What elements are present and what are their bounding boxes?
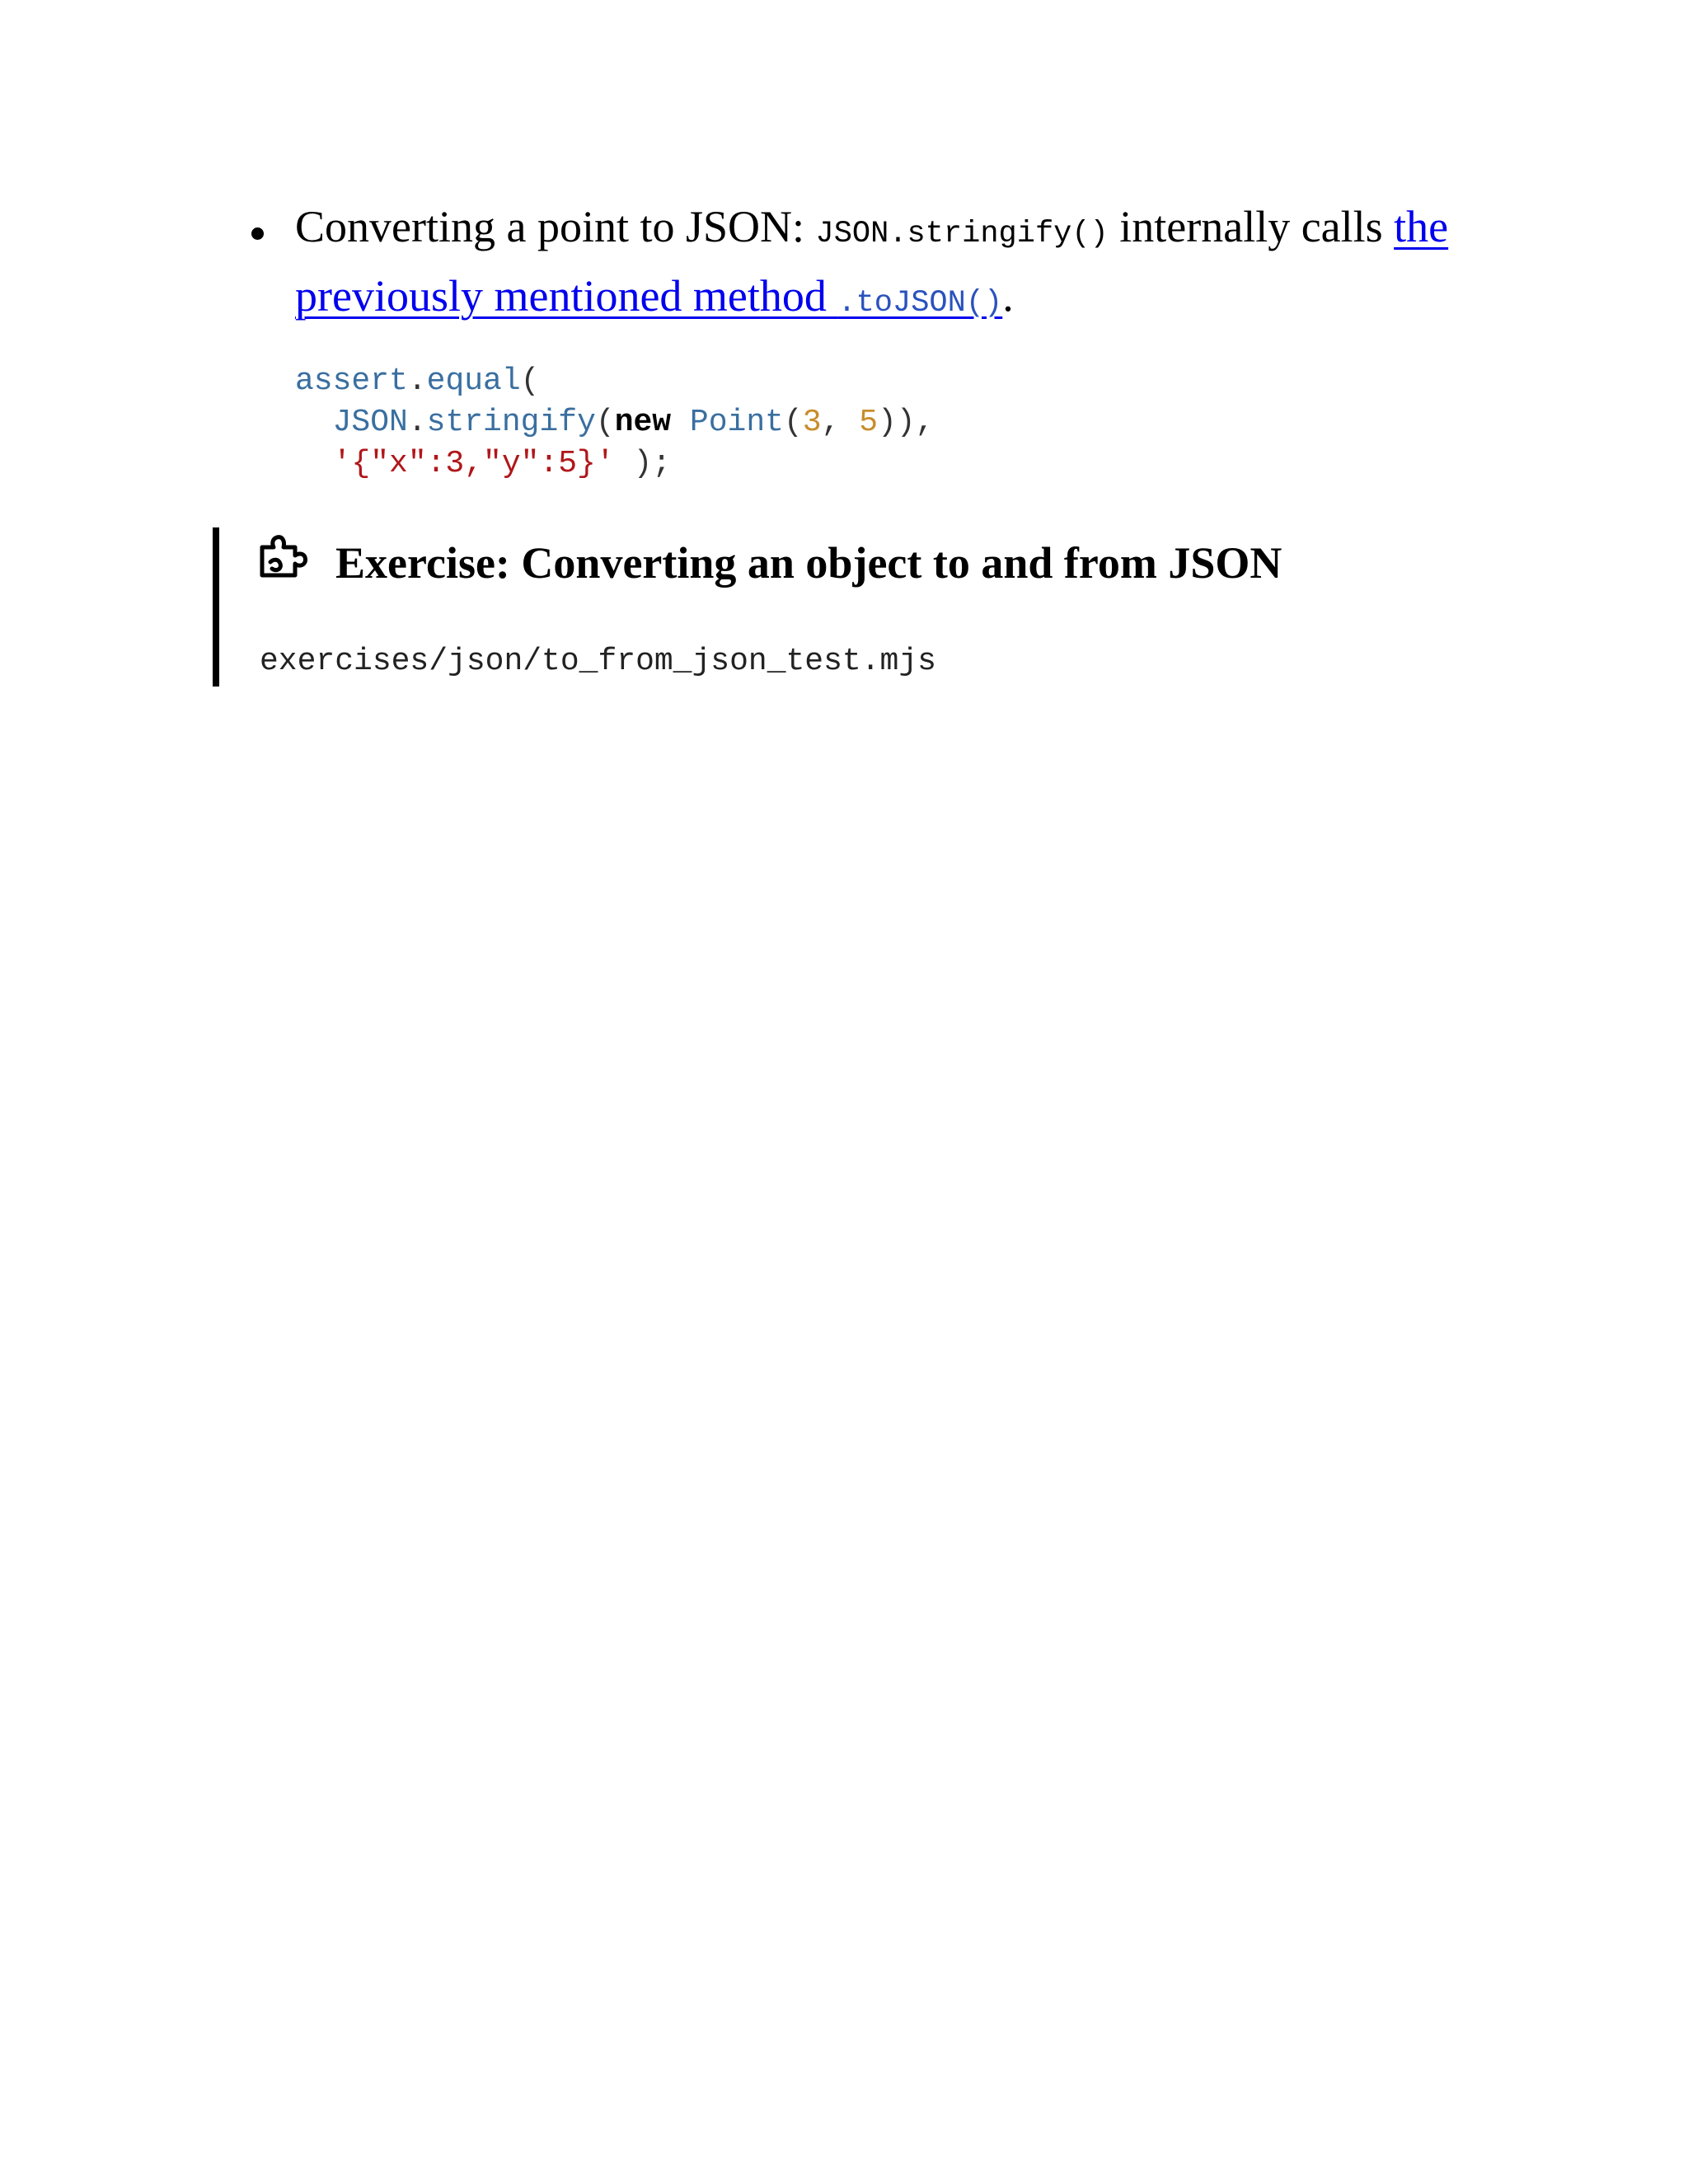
bullet-dot (251, 227, 264, 240)
code-token: JSON (332, 405, 408, 440)
exercise-file-path: exercises/json/to_from_json_test.mjs (260, 644, 936, 679)
code-token: . (407, 405, 427, 440)
code-token: )), (878, 405, 935, 440)
code-token (671, 405, 690, 440)
code-token: ( (595, 405, 615, 440)
link-text: the previously mentioned method (295, 202, 1449, 321)
bullet-text-after: . (1002, 271, 1014, 321)
code-block (295, 361, 934, 485)
code-token: assert (295, 363, 408, 399)
code-line-3 (295, 443, 934, 485)
puzzle-icon (259, 527, 318, 580)
code-token: ( (520, 363, 540, 399)
code-token: Point (689, 405, 784, 440)
inline-code-stringify: JSON.stringify() (815, 217, 1109, 251)
code-line-1 (295, 361, 934, 402)
code-token: 3 (802, 405, 822, 440)
code-token: '{"x":3,"y":5}' (332, 446, 615, 481)
code-token: ( (783, 405, 803, 440)
code-indent (295, 405, 333, 440)
code-token: ); (614, 446, 672, 481)
code-token: stringify (426, 405, 596, 440)
code-token: new (614, 405, 672, 440)
bullet-text-middle: internally calls (1108, 202, 1395, 251)
exercise-title: Exercise: Converting an object to and from JSON (335, 538, 1282, 588)
code-line-2 (295, 402, 934, 443)
code-token: . (407, 363, 427, 399)
exercise-left-border (213, 527, 219, 687)
code-token: , (821, 405, 860, 440)
code-token: 5 (859, 405, 878, 440)
link-code: .toJSON() (837, 286, 1003, 321)
code-indent (295, 446, 333, 481)
bullet-text-before: Converting a point to JSON: (295, 202, 816, 251)
code-token: equal (426, 363, 521, 399)
bullet-paragraph (295, 196, 1465, 335)
